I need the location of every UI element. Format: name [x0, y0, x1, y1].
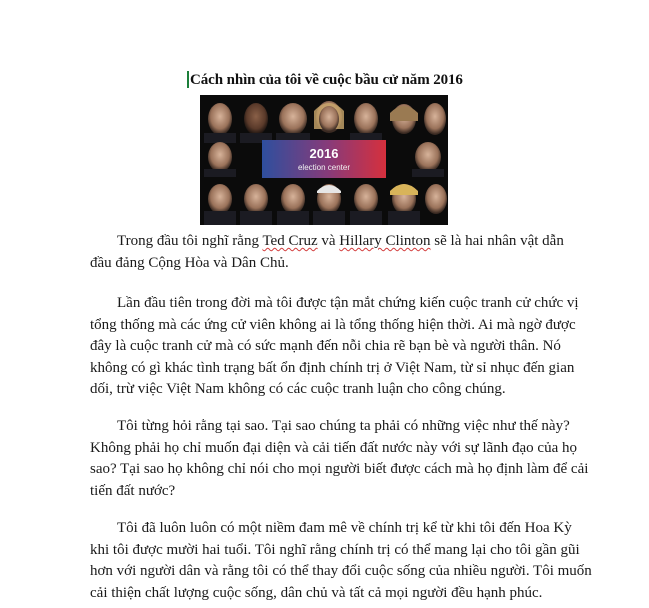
document-title: Cách nhìn của tôi về cuộc bầu cử năm 2016 — [190, 72, 463, 88]
banner-caption: election center — [297, 163, 351, 172]
misspelled-word: Hillary Clinton — [339, 233, 431, 249]
paragraph-line: tổng thống mà các ứng cử viên không ai là tổng thống hiện thời. Ai mà ngờ được — [90, 316, 576, 333]
paragraph-3 — [90, 416, 630, 502]
election-candidates-photo — [200, 95, 448, 225]
paragraph-line: Lần đầu tiên trong đời mà tôi được tận mắt chứng kiến cuộc tranh cử chức vị — [117, 295, 579, 311]
candidates-collage — [200, 95, 448, 225]
paragraph-line: tiến đất nước? — [90, 482, 176, 499]
paragraph-4 — [90, 518, 630, 604]
election-center-banner — [262, 140, 386, 178]
paragraph-line: cải thiện chất lượng cuộc sống, dân chủ và tất cả mọi người đều hạnh phúc. — [90, 584, 543, 601]
misspelled-word: Ted Cruz — [262, 233, 318, 249]
text-cursor — [187, 71, 189, 88]
paragraph-line: Tôi đã luôn luôn có một niềm đam mê về chính trị kể từ khi tôi đến Hoa Kỳ — [117, 520, 572, 536]
paragraph-line: đầu đảng Cộng Hòa và Dân Chủ. — [90, 254, 289, 271]
paragraph-line: Tôi từng hỏi rằng tại sao. Tại sao chúng ta phải có những việc như thế này? — [117, 418, 570, 434]
paragraph-1 — [90, 231, 630, 274]
paragraph-line: không có gì khác tình trạng bất ổn định chính trị ở Việt Nam, từ sỉ nhục đến gian — [90, 359, 575, 376]
paragraph-line: Trong đầu tôi nghĩ rằng Ted Cruz và Hillary Clinton sẽ là hai nhân vật dẫn — [117, 233, 564, 249]
paragraph-line: Không phải họ chỉ muốn đại diện và cải tiến đất nước này với sự lãnh đạo của họ — [90, 439, 578, 456]
paragraph-line: khi tôi được mười hai tuổi. Tôi nghĩ rằng chính trị có thể mang lại cho tôi gần gũi — [90, 541, 580, 558]
paragraph-line: dối, trừ việc Việt Nam không có các cuộc tranh luận cho công chúng. — [90, 381, 506, 397]
banner-year: 2016 — [309, 146, 339, 161]
paragraph-line: sao? Tại sao họ không chỉ nói cho mọi người biết được cách mà họ định làm để cải — [90, 461, 589, 477]
paragraph-line: đây là cuộc tranh cử mà có sức mạnh đến nỗi chia rẽ bạn bè và người thân. Nó — [90, 338, 561, 354]
paragraph-line: hơn với người dân và rằng tôi có thể thay đổi cuộc sống của nhiều người. Tôi muốn — [90, 563, 592, 579]
paragraph-2 — [90, 293, 630, 401]
